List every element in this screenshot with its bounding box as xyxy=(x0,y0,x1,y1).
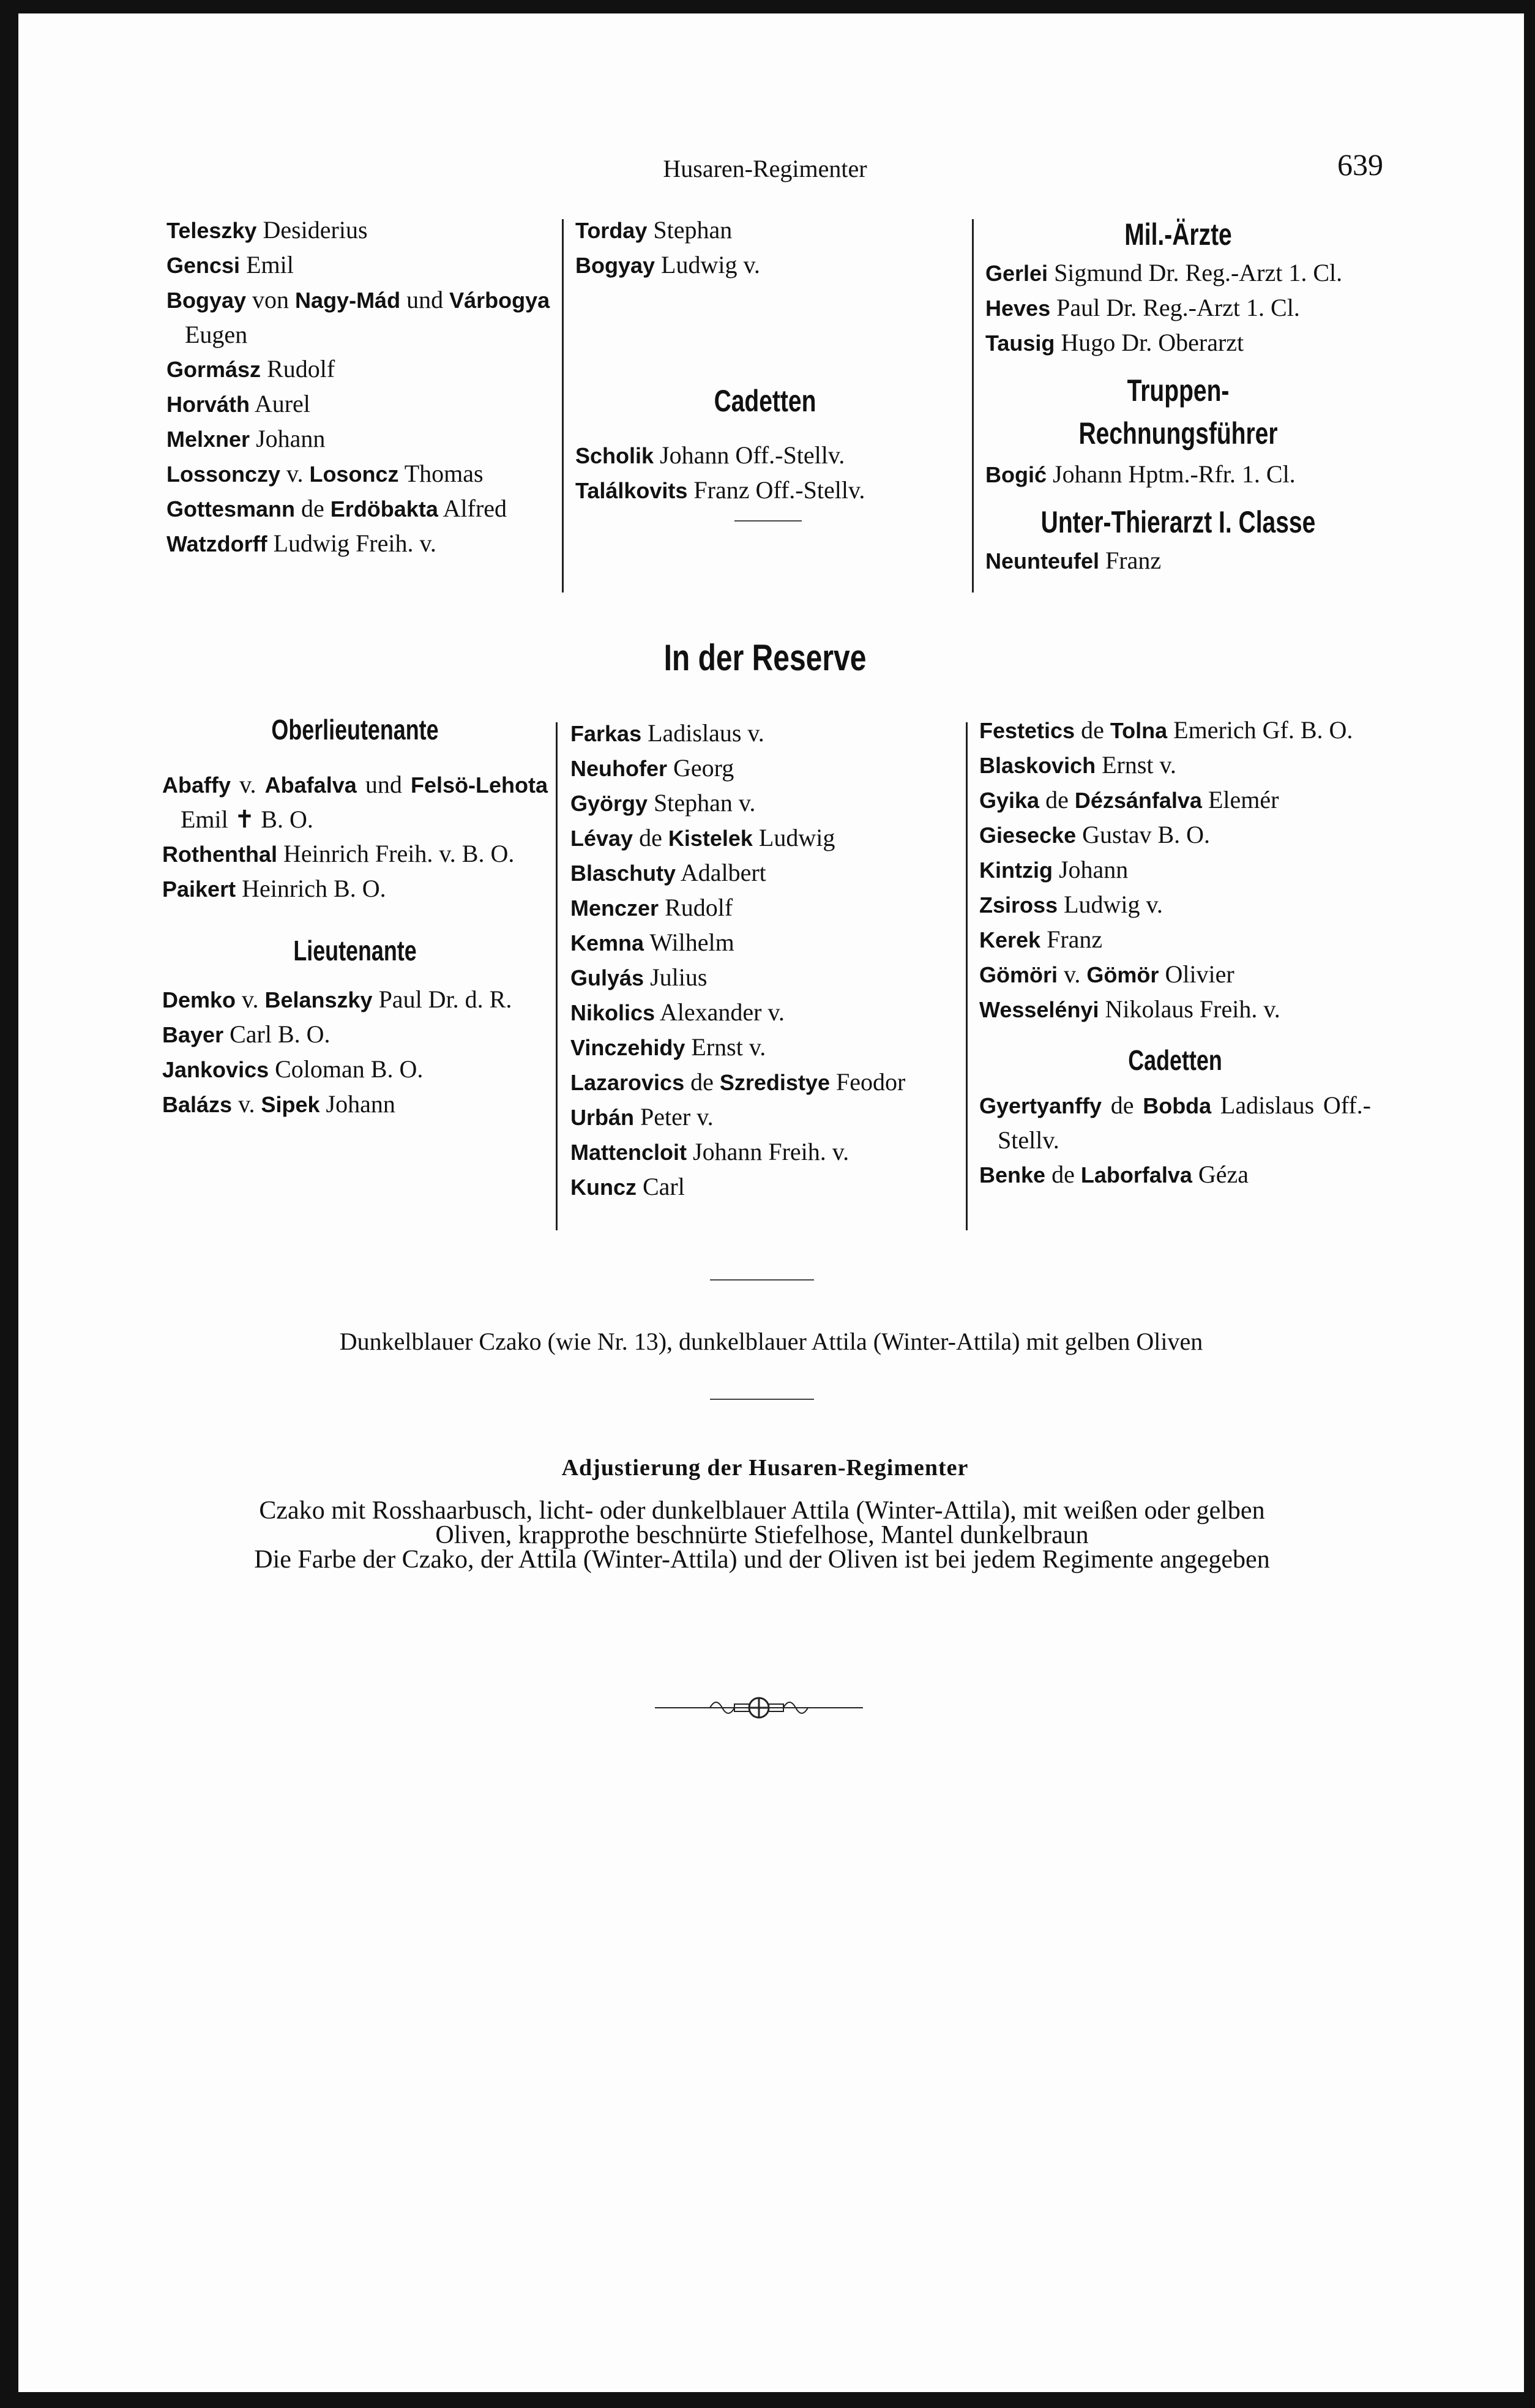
list-entry xyxy=(570,960,956,995)
adjustierung-heading: Adjustierung der Husaren-Regimenter xyxy=(561,1455,969,1481)
list-entry xyxy=(166,248,552,283)
adjustierung-line-2: Oliven, krapprothe beschnürte Stiefelhose, Mantel dunkelbraun xyxy=(435,1521,1089,1549)
surname: Gyertyanffy xyxy=(979,1093,1102,1118)
top-col-3 xyxy=(985,213,1371,578)
list-entry xyxy=(162,1087,548,1122)
cadetten-heading: Cadetten xyxy=(714,384,816,418)
entry-text: v. xyxy=(280,460,310,487)
surname: Festetics xyxy=(979,718,1075,743)
short-rule xyxy=(734,520,802,522)
adjustierung-text xyxy=(159,1498,1365,1572)
list-entry xyxy=(166,213,552,248)
entry-text: Stephan v. xyxy=(648,789,756,817)
reserve-col3-list xyxy=(979,713,1371,1027)
surname: Lévay xyxy=(570,826,633,851)
surname: Felsö-Lehota xyxy=(411,772,548,798)
adjustierung-line-3: Die Farbe der Czako, der Attila (Winter-Attila) und der Oliven ist bei jedem Regimente angegeben xyxy=(254,1546,1270,1574)
surname: Gerlei xyxy=(985,261,1048,286)
list-entry xyxy=(570,1030,956,1065)
entry-text: de xyxy=(684,1068,720,1096)
entry-text: de xyxy=(295,495,331,522)
surname: Kemna xyxy=(570,930,644,955)
entry-text: Thomas xyxy=(398,460,484,487)
list-entry xyxy=(570,891,956,925)
list-entry xyxy=(162,1052,548,1087)
surname: Neuhofer xyxy=(570,756,668,781)
list-entry xyxy=(570,856,956,891)
surname: Gottesmann xyxy=(166,496,296,522)
surname: Menczer xyxy=(570,896,659,921)
list-entry xyxy=(575,438,955,473)
list-entry xyxy=(570,716,956,751)
surname: Losoncz xyxy=(309,462,399,487)
truppen-rechnungsfuehrer-heading: Truppen-Rechnungsführer xyxy=(1078,373,1278,451)
list-entry xyxy=(570,821,956,856)
list-entry xyxy=(575,248,955,283)
entry-text: de xyxy=(1039,786,1075,813)
reserve-col1-lt xyxy=(162,982,548,1122)
surname: Jankovics xyxy=(162,1057,269,1082)
top-col-2 xyxy=(575,213,955,509)
surname: Gömör xyxy=(1086,962,1159,987)
surname: Benke xyxy=(979,1162,1046,1187)
reserve-col2-list xyxy=(570,716,956,1205)
surname: Kuncz xyxy=(570,1175,637,1200)
entry-text: Adalbert xyxy=(676,859,766,886)
list-entry xyxy=(166,283,552,352)
surname: Balázs xyxy=(162,1092,233,1117)
surname: Abaffy xyxy=(162,772,231,798)
surname: Kintzig xyxy=(979,858,1053,883)
surname: Szredistye xyxy=(719,1070,830,1095)
entry-text: Georg xyxy=(667,754,734,782)
entry-text: Heinrich B. O. xyxy=(236,875,386,902)
uniform-line: Dunkelblauer Czako (wie Nr. 13), dunkelblauer Attila (Winter-Attila) mit gelben Oliven xyxy=(339,1328,1203,1355)
list-entry xyxy=(979,922,1371,957)
reserve-heading: In der Reserve xyxy=(663,637,867,678)
list-entry xyxy=(166,492,552,526)
surname: Tausig xyxy=(985,331,1055,356)
list-entry xyxy=(570,1100,956,1135)
entry-text: Carl xyxy=(637,1173,685,1200)
surname: Gyika xyxy=(979,788,1040,813)
surname: Laborfalva xyxy=(1080,1162,1192,1187)
list-entry xyxy=(979,957,1371,992)
list-entry xyxy=(575,213,955,248)
page-number: 639 xyxy=(1337,148,1383,182)
entry-text: Sigmund Dr. Reg.-Arzt 1. Cl. xyxy=(1048,259,1343,286)
separator-rule xyxy=(710,1399,814,1400)
surname: Sipek xyxy=(261,1092,320,1117)
top-col3-vets xyxy=(985,544,1371,578)
list-entry xyxy=(985,291,1371,326)
entry-text: Rudolf xyxy=(659,894,733,921)
entry-text: Johann Freih. v. xyxy=(687,1138,850,1165)
entry-text: von xyxy=(246,286,296,313)
list-entry xyxy=(162,872,548,907)
list-entry xyxy=(166,422,552,457)
top-col2-list xyxy=(575,213,955,283)
reserve-col-1 xyxy=(162,710,548,1122)
top-col3-accountants xyxy=(985,457,1371,492)
entry-text: Emerich Gf. B. O. xyxy=(1167,716,1353,744)
entry-text: Wilhelm xyxy=(644,929,734,956)
entry-text: Nikolaus Freih. v. xyxy=(1099,995,1280,1023)
surname: Gencsi xyxy=(166,253,241,278)
surname: Blaschuty xyxy=(570,861,676,886)
entry-text: Elemér xyxy=(1201,786,1279,813)
running-head: Husaren-Regimenter xyxy=(663,155,867,182)
list-entry xyxy=(166,387,552,422)
surname: Erdöbakta xyxy=(330,496,438,522)
entry-text: Paul Dr. d. R. xyxy=(372,985,512,1013)
list-entry xyxy=(575,473,955,508)
ornament-icon xyxy=(655,1689,863,1726)
entry-text: Alexander v. xyxy=(655,998,785,1026)
list-entry xyxy=(979,992,1371,1027)
entry-text: Hugo Dr. Oberarzt xyxy=(1055,329,1244,356)
top-col2-cadets xyxy=(575,438,955,508)
entry-text: Johann xyxy=(250,425,326,452)
reserve-col3-cadets xyxy=(979,1088,1371,1192)
surname: Demko xyxy=(162,987,236,1012)
entry-text: Ladislaus Off.-Stellv. xyxy=(998,1091,1371,1154)
list-entry xyxy=(162,837,548,872)
entry-text: v. xyxy=(232,1090,261,1118)
scan-border-right xyxy=(1524,0,1535,2408)
list-entry xyxy=(979,713,1371,748)
entry-text: v. xyxy=(1058,960,1087,988)
surname: Bayer xyxy=(162,1022,224,1047)
surname: Várbogya xyxy=(449,288,550,313)
surname: Gormász xyxy=(166,357,261,382)
entry-text: Rudolf xyxy=(261,355,335,383)
surname: Gulyás xyxy=(570,965,644,990)
surname: Lossonczy xyxy=(166,462,281,487)
surname: Zsiross xyxy=(979,892,1058,918)
separator-rule xyxy=(710,1279,814,1281)
entry-text: Emil xyxy=(240,251,294,279)
list-entry xyxy=(570,995,956,1030)
entry-text: de xyxy=(633,824,668,851)
surname: Kistelek xyxy=(668,826,753,851)
column-rule xyxy=(556,722,558,1230)
surname: Giesecke xyxy=(979,823,1077,848)
entry-text: Olivier xyxy=(1159,960,1234,988)
list-entry xyxy=(570,1135,956,1170)
entry-text: Johann Hptm.-Rfr. 1. Cl. xyxy=(1047,460,1296,488)
entry-text: v. xyxy=(231,771,265,798)
column-rule xyxy=(562,219,564,593)
surname: Bogyay xyxy=(166,288,247,313)
entry-text: Johann xyxy=(1052,856,1129,883)
entry-text: Johann Off.-Stellv. xyxy=(654,441,845,469)
surname: Gömöri xyxy=(979,962,1058,987)
list-entry xyxy=(979,888,1371,922)
surname: Teleszky xyxy=(166,218,257,243)
top-col3-doctors xyxy=(985,256,1371,361)
entry-text: und xyxy=(400,286,450,313)
surname: Bogić xyxy=(985,462,1047,487)
entry-text: Johann xyxy=(319,1090,395,1118)
entry-text: Eugen xyxy=(185,321,248,348)
list-entry xyxy=(570,925,956,960)
entry-text: Emil ✝ B. O. xyxy=(181,806,313,833)
reserve-col-3 xyxy=(979,713,1371,1192)
list-entry xyxy=(979,1088,1371,1157)
surname: Heves xyxy=(985,296,1051,321)
list-entry xyxy=(162,768,548,837)
entry-text: Aurel xyxy=(250,390,310,417)
list-entry xyxy=(979,853,1371,888)
list-entry xyxy=(166,457,552,492)
list-entry xyxy=(570,751,956,786)
surname: Lazarovics xyxy=(570,1070,685,1095)
scan-border-top xyxy=(0,0,1535,13)
surname: Bogyay xyxy=(575,253,655,278)
surname: Scholik xyxy=(575,443,654,468)
entry-text: Ludwig v. xyxy=(1058,891,1163,918)
list-entry xyxy=(985,457,1371,492)
entry-text: Gustav B. O. xyxy=(1076,821,1211,848)
entry-text: Ludwig xyxy=(752,824,835,851)
reserve-cadetten-heading: Cadetten xyxy=(1128,1044,1222,1076)
entry-text: de xyxy=(1045,1161,1081,1188)
entry-text: Feodor xyxy=(829,1068,906,1096)
entry-text: de xyxy=(1075,716,1110,744)
list-entry xyxy=(985,256,1371,291)
surname: Kerek xyxy=(979,927,1041,952)
entry-text: Ladislaus v. xyxy=(641,719,764,747)
entry-text: Franz xyxy=(1040,925,1103,953)
list-entry xyxy=(166,352,552,387)
entry-text: Ludwig Freih. v. xyxy=(267,529,436,557)
reserve-col1-oberlt xyxy=(162,768,548,907)
top-col-1 xyxy=(166,213,552,561)
scan-border-left xyxy=(0,0,18,2408)
surname: Dézsánfalva xyxy=(1074,788,1202,813)
entry-text: Ernst v. xyxy=(685,1033,766,1061)
surname: Mattencloit xyxy=(570,1140,687,1165)
entry-text: Paul Dr. Reg.-Arzt 1. Cl. xyxy=(1050,294,1300,321)
list-entry xyxy=(162,1017,548,1052)
surname: Neunteufel xyxy=(985,548,1100,574)
entry-text: Alfred xyxy=(438,495,507,522)
unter-thierarzt-heading: Unter-Thierarzt I. Classe xyxy=(1040,505,1316,539)
entry-text: Carl B. O. xyxy=(223,1020,331,1048)
entry-text: v. xyxy=(236,985,265,1013)
entry-text: Franz Off.-Stellv. xyxy=(687,476,865,504)
list-entry xyxy=(979,748,1371,783)
top-col1-list xyxy=(166,213,552,561)
entry-text: Heinrich Freih. v. B. O. xyxy=(277,840,515,867)
scan-border-bottom xyxy=(0,2392,1535,2408)
surname: Blaskovich xyxy=(979,753,1096,778)
surname: Torday xyxy=(575,218,648,243)
column-rule xyxy=(972,219,974,593)
surname: Urbán xyxy=(570,1105,635,1130)
entry-text: Desiderius xyxy=(256,216,368,244)
list-entry xyxy=(162,982,548,1017)
lieutenante-heading: Lieutenante xyxy=(293,935,417,967)
entry-text: Géza xyxy=(1192,1161,1249,1188)
list-entry xyxy=(985,544,1371,578)
surname: Tolna xyxy=(1110,718,1168,743)
list-entry xyxy=(570,1170,956,1205)
entry-text: Julius xyxy=(644,963,708,991)
surname: Abafalva xyxy=(264,772,357,798)
surname: Paikert xyxy=(162,877,236,902)
list-entry xyxy=(570,786,956,821)
entry-text: Stephan xyxy=(647,216,733,244)
entry-text: Ernst v. xyxy=(1096,751,1176,779)
surname: Bobda xyxy=(1143,1093,1212,1118)
surname: Nikolics xyxy=(570,1000,655,1025)
surname: György xyxy=(570,791,648,816)
adjustierung-line-1: Czako mit Rosshaarbusch, licht- oder dunkelblauer Attila (Winter-Attila), mit weißen oder gelben xyxy=(259,1497,1265,1525)
surname: Horváth xyxy=(166,392,250,417)
surname: Találkovits xyxy=(575,478,688,503)
surname: Watzdorff xyxy=(166,531,267,556)
entry-text: Franz xyxy=(1099,547,1162,574)
list-entry xyxy=(166,526,552,561)
oberlieutenante-heading: Oberlieutenante xyxy=(271,714,439,746)
mil-aerzte-heading: Mil.-Ärzte xyxy=(1124,217,1232,252)
entry-text: Peter v. xyxy=(634,1103,714,1131)
surname: Farkas xyxy=(570,721,642,746)
surname: Melxner xyxy=(166,427,250,452)
list-entry xyxy=(979,1157,1371,1192)
entry-text: Ludwig v. xyxy=(655,251,760,279)
surname: Belanszky xyxy=(264,987,373,1012)
entry-text: und xyxy=(356,771,411,798)
list-entry xyxy=(979,783,1371,818)
list-entry xyxy=(570,1065,956,1100)
surname: Nagy-Mád xyxy=(295,288,401,313)
entry-text: de xyxy=(1102,1091,1143,1119)
column-rule xyxy=(966,722,968,1230)
list-entry xyxy=(985,326,1371,361)
surname: Wesselényi xyxy=(979,997,1099,1022)
surname: Rothenthal xyxy=(162,842,277,867)
entry-text: Coloman B. O. xyxy=(269,1055,424,1083)
reserve-col-2 xyxy=(570,716,956,1205)
surname: Vinczehidy xyxy=(570,1035,685,1060)
list-entry xyxy=(979,818,1371,853)
